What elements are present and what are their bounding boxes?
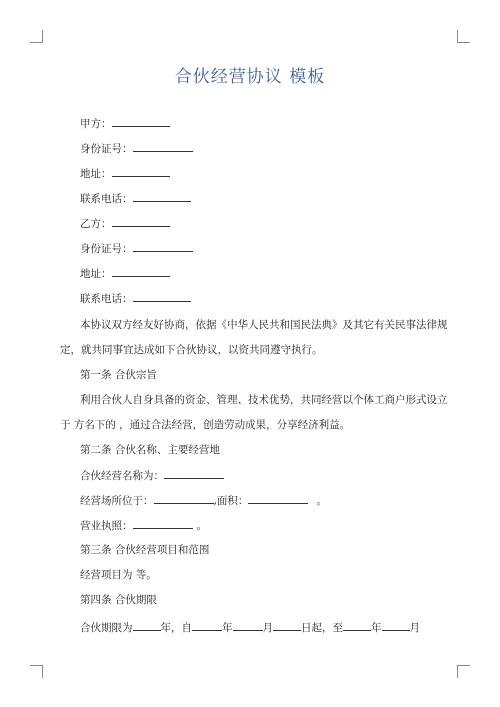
article-3-title: 第三条 合伙经营项目和范围: [80, 544, 210, 556]
party-a-phone-line: [80, 191, 191, 206]
business-name-line: [80, 468, 224, 483]
end-year-label: 年: [371, 622, 382, 634]
end-month-label: 月: [409, 622, 420, 634]
start-year-label: 年: [222, 622, 233, 634]
party-b-id-line: [80, 241, 193, 256]
location-label: 经营场所位于：: [80, 495, 154, 507]
article-1-line-1: 利用合伙人自身具备的资金、管理、技术优势，共同经营以个体工商户形式设立: [80, 394, 448, 406]
term-years-blank[interactable]: [133, 620, 161, 631]
party-a-blank[interactable]: [112, 116, 170, 127]
license-blank[interactable]: [133, 518, 193, 529]
party-b-phone-line: [80, 291, 191, 306]
party-b-phone-blank[interactable]: [133, 291, 191, 302]
area-blank[interactable]: [248, 493, 308, 504]
article-4-title: 第四条 合伙期限: [80, 594, 157, 606]
business-name-blank[interactable]: [164, 468, 224, 479]
party-a-id-line: [80, 141, 193, 156]
start-day-label: 日起，至: [301, 622, 343, 634]
location-period: 。: [316, 495, 327, 507]
intro-line-1: 本协议双方经友好协商，依据《中华人民共和国民法典》及其它有关民事法律规: [80, 319, 448, 331]
start-month-blank[interactable]: [233, 620, 263, 631]
term-prefix: 合伙期限为: [80, 622, 133, 634]
start-month-label: 月: [262, 622, 273, 634]
article-1-line-2: 于 方名下的 ，通过合法经营，创造劳动成果，分享经济利益。: [60, 419, 351, 431]
party-a-line: [80, 116, 170, 131]
intro-line-2: 定，就共同事宜达成如下合伙协议，以资共同遵守执行。: [60, 344, 323, 356]
document-title: 合伙经营协议 模板: [174, 67, 326, 87]
party-b-blank[interactable]: [112, 216, 170, 227]
corner-mark-top-right: [457, 30, 470, 43]
party-a-address-blank[interactable]: [112, 166, 170, 177]
end-month-blank[interactable]: [382, 620, 410, 631]
location-blank[interactable]: [154, 493, 214, 504]
article-1-title: 第一条 合伙宗旨: [80, 369, 157, 381]
article-2-title: 第二条 合伙名称、主要经营地: [80, 444, 220, 456]
corner-mark-bottom-left: [30, 665, 43, 678]
party-a-phone-label: 联系电话：: [80, 193, 133, 205]
party-a-phone-blank[interactable]: [133, 191, 191, 202]
corner-mark-bottom-right: [457, 665, 470, 678]
business-name-label: 合伙经营名称为：: [80, 470, 164, 482]
party-a-address-label: 地址：: [80, 168, 112, 180]
party-a-id-blank[interactable]: [133, 141, 193, 152]
party-b-line: [80, 216, 170, 231]
end-year-blank[interactable]: [343, 620, 371, 631]
start-year-blank[interactable]: [192, 620, 222, 631]
scope-line: 经营项目为 等。: [80, 569, 157, 581]
term-year-label: 年，自: [160, 622, 192, 634]
area-label: ,面积：: [213, 495, 249, 507]
party-b-address-blank[interactable]: [112, 266, 170, 277]
party-b-address-label: 地址：: [80, 268, 112, 280]
party-a-address-line: [80, 166, 170, 181]
corner-mark-top-left: [30, 30, 43, 43]
party-b-address-line: [80, 266, 170, 281]
party-b-id-blank[interactable]: [133, 241, 193, 252]
license-label: 营业执照：: [80, 520, 133, 532]
party-b-phone-label: 联系电话：: [80, 293, 133, 305]
party-a-label: 甲方：: [80, 118, 112, 130]
license-period: 。: [196, 520, 207, 532]
start-day-blank[interactable]: [273, 620, 301, 631]
term-line: [80, 620, 420, 635]
location-line: [80, 493, 327, 508]
party-b-label: 乙方：: [80, 218, 112, 230]
party-b-id-label: 身份证号：: [80, 243, 133, 255]
party-a-id-label: 身份证号：: [80, 143, 133, 155]
license-line: [80, 518, 207, 533]
